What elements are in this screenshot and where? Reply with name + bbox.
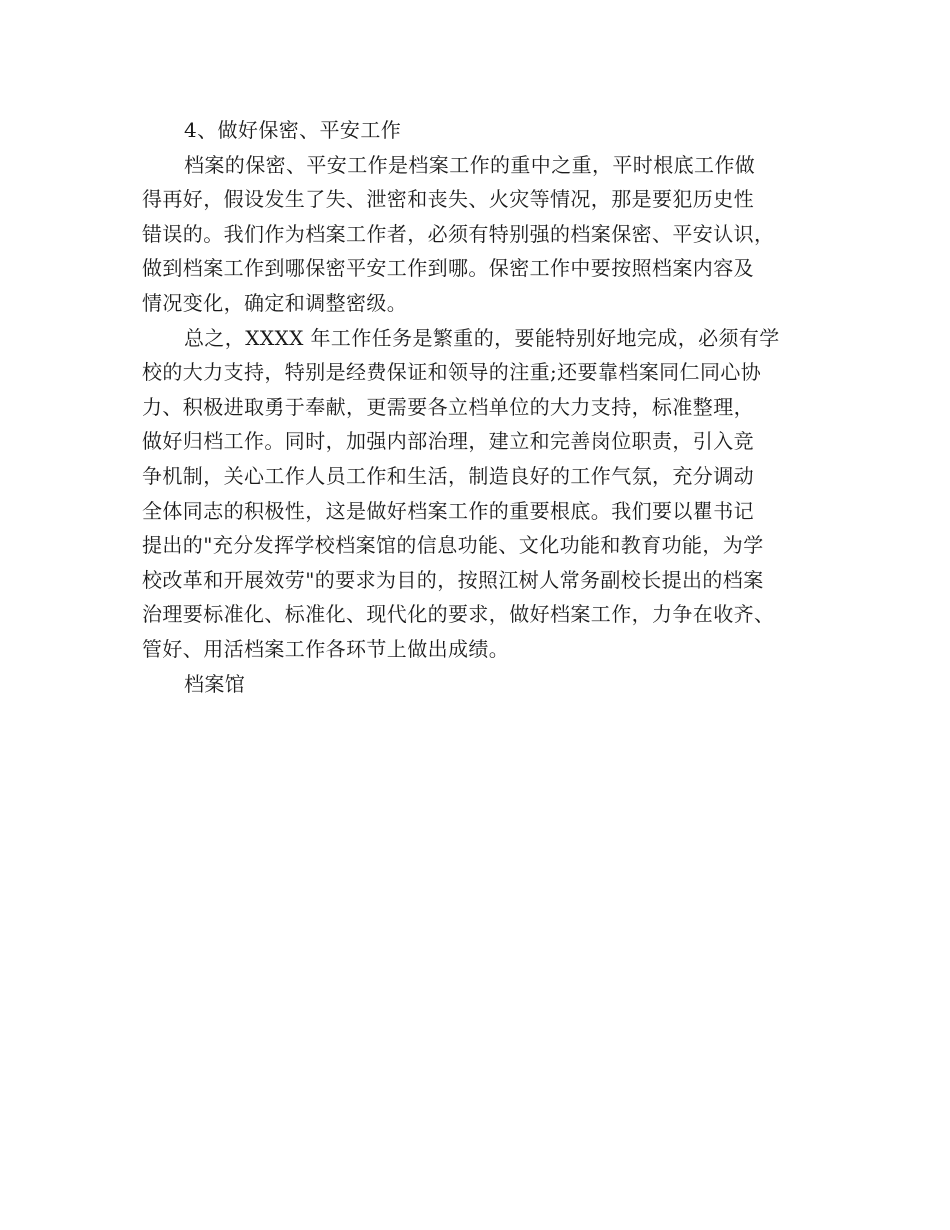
paragraph-line: 总之，XXXX 年工作任务是繁重的，要能特别好地完成，必须有学 (184, 325, 780, 350)
paragraph-security (142, 148, 832, 321)
paragraph-line: 提出的"充分发挥学校档案馆的信息功能、文化功能和教育功能，为学 (142, 533, 764, 558)
paragraph-line: 全体同志的积极性，这是做好档案工作的重要根底。我们要以瞿书记 (142, 498, 754, 523)
paragraph-line: 管好、用活档案工作各环节上做出成绩。 (142, 636, 510, 661)
paragraph-line: 做好归档工作。同时，加强内部治理，建立和完善岗位职责，引入竞 (142, 429, 754, 454)
paragraph-line: 校改革和开展效劳"的要求为目的，按照江树人常务副校长提出的档案 (142, 567, 764, 592)
paragraph-line: 档案的保密、平安工作是档案工作的重中之重，平时根底工作做 (184, 152, 756, 177)
paragraph-line: 力、积极进取勇于奉献，更需要各立档单位的大力支持，标准整理， (142, 394, 754, 419)
paragraph-line: 治理要标准化、标准化、现代化的要求，做好档案工作，力争在收齐、 (142, 602, 775, 627)
document-body (142, 113, 832, 701)
paragraph-line: 错误的。我们作为档案工作者，必须有特别强的档案保密、平安认识， (142, 221, 775, 246)
section-heading: 4、做好保密、平安工作 (184, 118, 402, 142)
paragraph-line: 得再好，假设发生了失、泄密和丧失、火灾等情况，那是要犯历史性 (142, 187, 754, 212)
paragraph-line: 争机制，关心工作人员工作和生活，制造良好的工作气氛，充分调动 (142, 463, 754, 488)
paragraph-line: 情况变化，确定和调整密级。 (142, 290, 408, 315)
paragraph-line: 做到档案工作到哪保密平安工作到哪。保密工作中要按照档案内容及 (142, 256, 754, 281)
signature: 档案馆 (184, 671, 246, 696)
paragraph-summary (142, 321, 832, 667)
paragraph-line: 校的大力支持，特别是经费保证和领导的注重;还要靠档案同仁同心协 (142, 360, 762, 385)
